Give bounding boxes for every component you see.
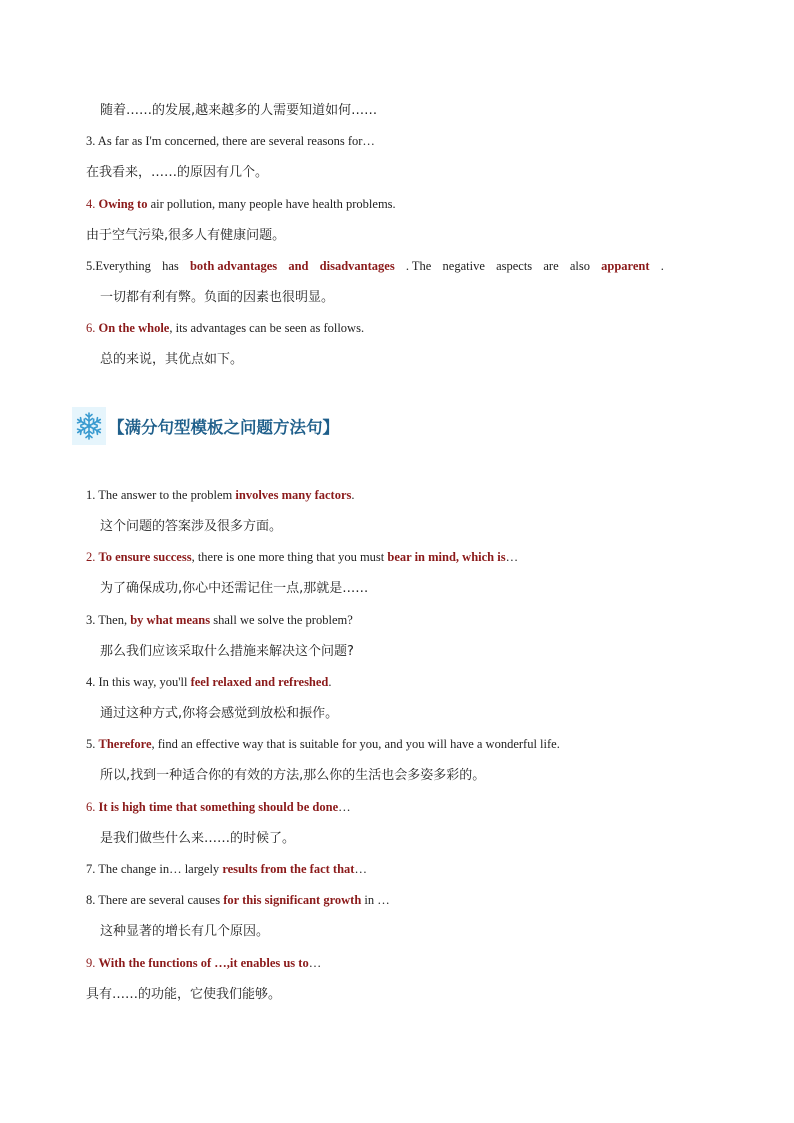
q-item-3-a: 3. Then, [86,613,131,627]
q-item-6-en [86,801,351,814]
item-6-cn: 总的来说，其优点如下。 [100,352,244,367]
q-item-1-cn: 这个问题的答案涉及很多方面。 [100,519,283,534]
q-item-3-cn: 那么我们应该采取什么措施来解决这个问题? [100,644,354,659]
q-item-5-cn: 所以,找到一种适合你的有效的方法,那么你的生活也会多姿多彩的。 [100,768,486,783]
q-item-3-c: shall we solve the problem? [210,613,353,627]
q-item-8-cn: 这种显著的增长有几个原因。 [100,924,270,939]
item-6-highlight: On the whole [98,321,170,335]
q-item-8-a: 8. There are several causes [86,893,224,907]
item-3-cn: 在我看来，……的原因有几个。 [86,165,269,180]
item-4-num: 4. [86,197,96,211]
item-5-w0: 5.Everything [86,259,151,273]
q-item-3-en [86,614,353,627]
intro-cn: 随着……的发展,越来越多的人需要知道如何…… [100,103,378,118]
q-item-3-b: by what means [130,613,211,627]
q-item-6-a: 6. [86,800,99,814]
item-4-highlight: Owing to [98,197,148,211]
q-item-1-en [86,489,354,502]
item-5-w8: are [543,259,559,273]
item-4-en [86,198,396,211]
q-item-1-a: 1. The answer to the problem [86,488,236,502]
section-heading [72,407,339,445]
q-item-2-a: 2. [86,550,99,564]
section-title: 【满分句型模板之问题方法句】 [108,418,339,437]
q-item-2-c: , there is one more thing that you must [191,550,388,564]
q-item-2-cn: 为了确保成功,你心中还需记住一点,那就是…… [100,581,369,596]
q-item-4-en [86,676,332,689]
item-5-en [86,260,664,273]
q-item-1-c: . [351,488,355,502]
q-item-7-a: 7. The change in… largely [86,862,223,876]
q-item-9-c: … [308,956,322,970]
q-item-9-a: 9. [86,956,99,970]
item-5-w5: . The [405,259,432,273]
q-item-2-en [86,551,518,564]
q-item-7-en [86,863,367,876]
q-item-5-en [86,738,560,751]
q-item-8-en [86,894,390,907]
q-item-1-b: involves many factors [235,488,352,502]
q-item-9-b: With the functions of …,it enables us to [98,956,309,970]
item-5-cn: 一切都有利有弊。负面的因素也很明显。 [100,290,335,305]
q-item-8-c: in … [361,893,390,907]
q-item-9-cn: 具有……的功能，它使我们能够。 [86,987,282,1002]
item-5-w2: both advantages [189,259,278,273]
q-item-5-a: 5. [86,737,99,751]
item-5-w1: has [162,259,179,273]
item-5-w3: and [288,259,309,273]
q-item-7-b: results from the fact that [222,862,355,876]
q-item-6-cn: 是我们做些什么来……的时候了。 [100,831,296,846]
item-4-rest: air pollution, many people have health problems. [147,197,396,211]
item-4-cn: 由于空气污染,很多人有健康问题。 [86,228,286,243]
item-5-w4: disadvantages [319,259,395,273]
q-item-2-b: To ensure success [98,550,192,564]
q-item-4-c: . [328,675,332,689]
q-item-5-b: Therefore [98,737,152,751]
item-5-w7: aspects [496,259,533,273]
item-5-w11: . [660,259,664,273]
q-item-6-c: … [338,800,351,814]
q-item-5-c: , find an effective way that is suitable for you, and you will have a wonderful life. [151,737,560,751]
snowflake-icon [72,407,106,445]
item-6-rest: , its advantages can be seen as follows. [169,321,365,335]
q-item-4-a: 4. In this way, you'll [86,675,191,689]
q-item-2-e: … [505,550,519,564]
item-6-num: 6. [86,321,96,335]
item-6-en [86,322,364,335]
q-item-9-en [86,957,321,970]
q-item-7-c: … [354,862,367,876]
q-item-4-b: feel relaxed and refreshed [190,675,329,689]
q-item-6-b: It is high time that something should be done [98,800,339,814]
item-5-w10: apparent [601,259,650,273]
q-item-4-cn: 通过这种方式,你将会感觉到放松和振作。 [100,706,339,721]
item-5-w6: negative [442,259,485,273]
q-item-8-b: for this significant growth [223,893,362,907]
q-item-2-d: bear in mind, which is [387,550,506,564]
item-5-w9: also [569,259,590,273]
item-3-en: 3. As far as I'm concerned, there are several reasons for… [86,134,375,148]
